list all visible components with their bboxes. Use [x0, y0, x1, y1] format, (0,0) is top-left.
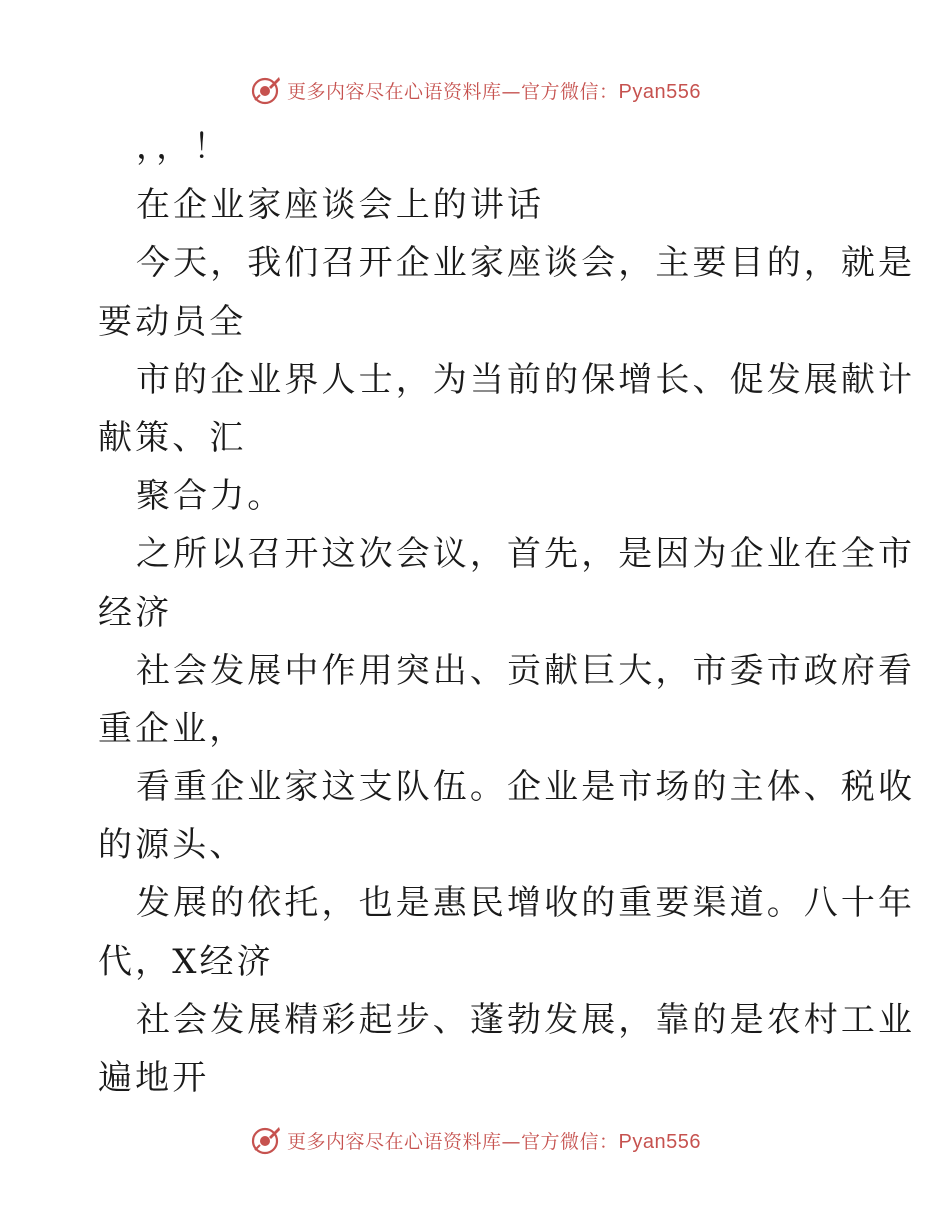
document-line: 遍地开 — [98, 1058, 210, 1098]
document-line: 今天，我们召开企业家座谈会，主要目的，就是 — [136, 243, 916, 284]
seal-logo-icon — [249, 74, 281, 106]
document-line: 献策、汇 — [98, 417, 247, 458]
seal-logo-icon — [249, 1124, 281, 1156]
document-line: 在企业家座谈会上的讲话 — [136, 185, 545, 226]
footer-banner — [0, 1120, 950, 1160]
document-line: 之所以召开这次会议，首先，是因为企业在全市 — [136, 534, 916, 575]
header-banner — [0, 70, 950, 110]
header-banner-handle: Pyan556 — [618, 80, 701, 103]
document-line: 社会发展精彩起步、蓬勃发展，靠的是农村工业 — [136, 999, 916, 1040]
document-line: 看重企业家这支队伍。企业是市场的主体、税收 — [136, 767, 916, 808]
document-line: 要动员全 — [98, 301, 247, 342]
footer-banner-text — [287, 1127, 701, 1154]
document-line: 聚合力。 — [136, 476, 285, 517]
document-line: ，，！ — [136, 127, 231, 167]
document-line: 代，X经济 — [98, 941, 274, 982]
footer-banner-label: 更多内容尽在心语资料库—官方微信： — [287, 1130, 619, 1153]
header-banner-label: 更多内容尽在心语资料库—官方微信： — [287, 80, 619, 103]
document-body — [98, 118, 916, 1107]
document-line: 市的企业界人士，为当前的保增长、促发展献计 — [136, 359, 916, 400]
document-line: 的源头、 — [98, 825, 247, 866]
document-line: 经济 — [98, 592, 173, 633]
header-banner-text — [287, 77, 701, 104]
document-line: 发展的依托，也是惠民增收的重要渠道。八十年 — [136, 883, 916, 924]
document-line: 社会发展中作用突出、贡献巨大，市委市政府看 — [136, 650, 916, 691]
document-line: 重企业， — [98, 708, 247, 749]
footer-banner-handle: Pyan556 — [618, 1130, 701, 1153]
